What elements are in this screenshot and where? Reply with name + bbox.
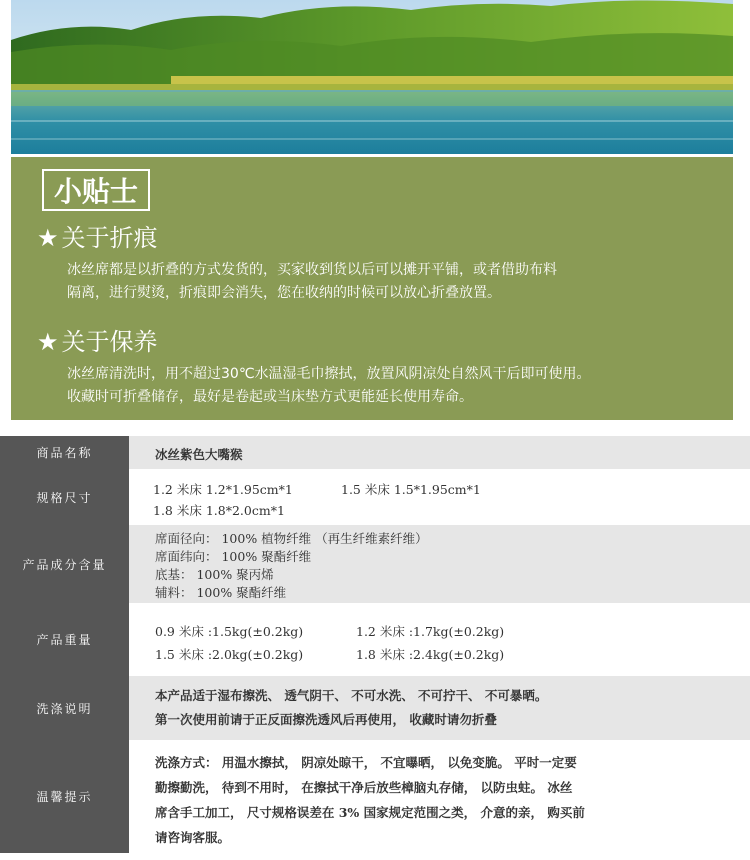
notice-line: 请咨询客服。	[155, 830, 231, 845]
size-value: 1.8 米床 1.8*2.0cm*1	[153, 503, 285, 518]
product-name: 冰丝紫色大嘴猴	[155, 447, 243, 462]
material-line: 席面纬向： 100% 聚酯纤维	[155, 549, 312, 564]
fold-heading-text: 关于折痕	[61, 224, 158, 252]
weight-value: 1.8 米床 :2.4kg(±0.2kg)	[356, 647, 505, 662]
material-line: 辅料： 100% 聚酯纤维	[155, 585, 287, 600]
fold-text	[67, 259, 717, 305]
spec-row-size	[0, 469, 750, 525]
spec-label: 产品成分含量	[0, 525, 129, 603]
material-line: 席面径向： 100% 植物纤维 （再生纤维素纤维）	[155, 531, 428, 546]
spec-row-name	[0, 436, 750, 469]
care-heading-text: 关于保养	[61, 328, 158, 356]
fold-heading	[37, 223, 158, 253]
weight-value: 1.2 米床 :1.7kg(±0.2kg)	[356, 624, 505, 639]
wash-line: 本产品适于湿布擦洗、 透气阴干、 不可水洗、 不可拧干、 不可暴晒。	[155, 688, 548, 703]
size-value: 1.5 米床 1.5*1.95cm*1	[341, 482, 481, 497]
notice-line: 勤擦勤洗， 待到不用时， 在擦拭干净后放些樟脑丸存储， 以防虫蛀。 冰丝	[155, 780, 573, 795]
wash-line: 第一次使用前请于正反面擦洗透风后再使用， 收藏时请勿折叠	[155, 712, 497, 727]
spec-label: 温馨提示	[0, 740, 129, 853]
spec-row-weight	[0, 603, 750, 676]
care-text	[67, 363, 717, 409]
notice-line: 洗涤方式： 用温水擦拭， 阴凉处晾干， 不宜曝晒， 以免变脆。 平时一定要	[155, 755, 577, 770]
fold-line: 隔离，进行熨烫，折痕即会消失，您在收纳的时候可以放心折叠放置。	[67, 285, 501, 301]
care-line: 收藏时可折叠储存，最好是卷起或当床垫方式更能延长使用寿命。	[67, 389, 473, 405]
star-icon: ★	[37, 328, 59, 356]
spec-row-material	[0, 525, 750, 603]
size-value: 1.2 米床 1.2*1.95cm*1	[153, 482, 293, 497]
spec-label: 洗涤说明	[0, 676, 129, 740]
hero-lake-photo	[11, 0, 733, 154]
tips-panel	[11, 157, 733, 420]
spec-label: 产品重量	[0, 603, 129, 676]
weight-value: 1.5 米床 :2.0kg(±0.2kg)	[155, 647, 304, 662]
spec-row-wash	[0, 676, 750, 740]
notice-line: 席含手工加工， 尺寸规格误差在 3% 国家规定范围之类， 介意的亲， 购买前	[155, 805, 585, 820]
spec-label: 商品名称	[0, 436, 129, 469]
care-heading	[37, 327, 158, 357]
material-line: 底基： 100% 聚丙烯	[155, 567, 274, 582]
spec-label: 规格尺寸	[0, 469, 129, 525]
tips-title: 小贴士	[42, 169, 150, 211]
spec-row-notice	[0, 740, 750, 853]
star-icon: ★	[37, 224, 59, 252]
fold-line: 冰丝席都是以折叠的方式发货的，买家收到货以后可以摊开平铺，或者借助布料	[67, 262, 557, 278]
care-line: 冰丝席清洗时，用不超过30℃水温湿毛巾擦拭，放置风阴凉处自然风干后即可使用。	[67, 366, 591, 382]
weight-value: 0.9 米床 :1.5kg(±0.2kg)	[155, 624, 304, 639]
